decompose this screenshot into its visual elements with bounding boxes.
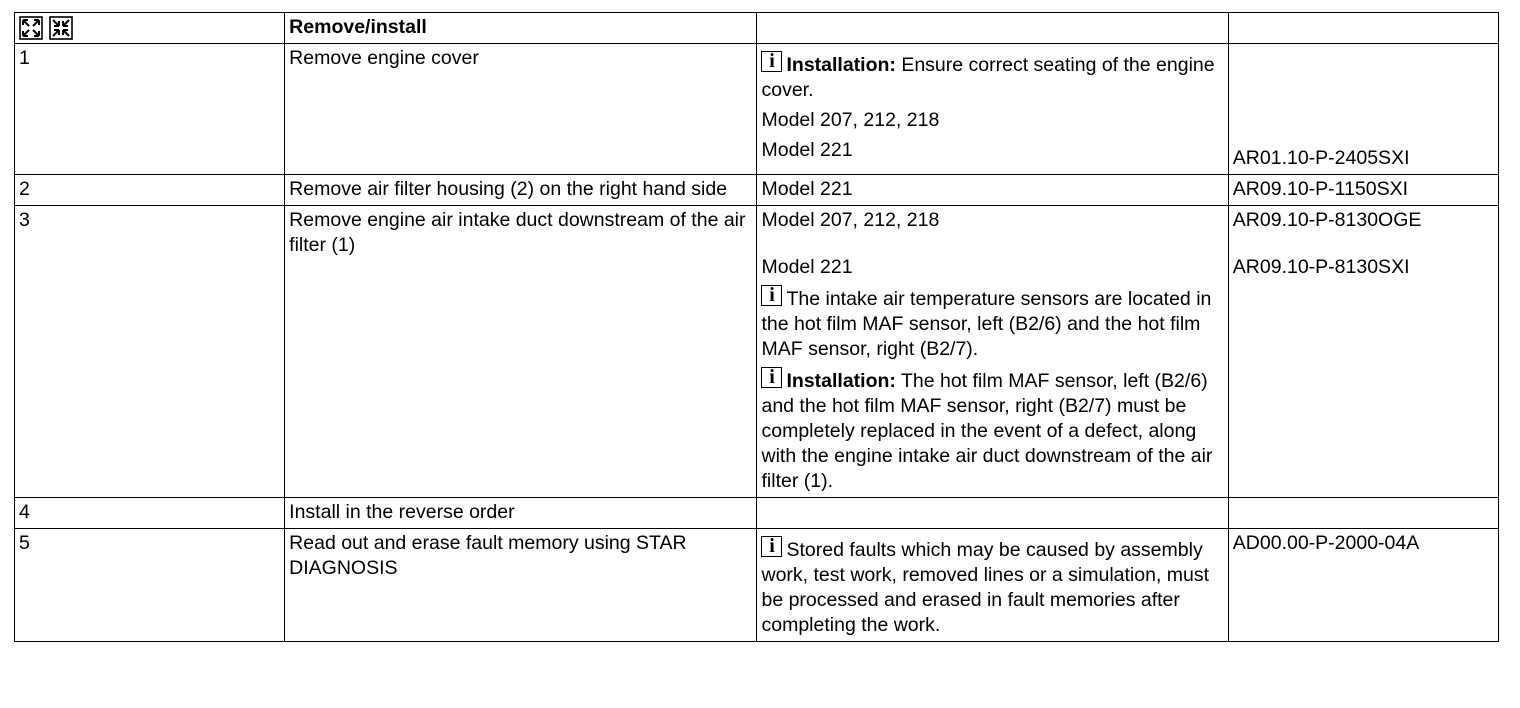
step-number: 4 [15,498,285,529]
reference-link[interactable]: AR01.10-P-2405SXI [1232,147,1410,169]
model-line: Model 207, 212, 218 [761,209,940,231]
info-icon[interactable] [761,536,782,557]
info-icon[interactable] [761,285,782,306]
table-header-row [15,13,1499,44]
step-reference-cell [1228,206,1498,498]
step-number: 5 [15,529,285,642]
table-row [15,175,1499,206]
header-empty-notes [757,13,1228,44]
installation-note [761,51,1223,103]
step-reference-cell [1228,529,1498,642]
note-label: Installation: [786,54,896,76]
model-line: Model 221 [761,256,853,278]
table-row [15,498,1499,529]
model-line: Model 221 [761,139,853,161]
step-reference-cell [1228,44,1498,175]
step-number: 3 [15,206,285,498]
step-action: Read out and erase fault memory using STAR DIAGNOSIS [285,529,757,642]
procedure-table [14,12,1499,642]
step-notes [757,44,1228,175]
table-row [15,206,1499,498]
collapse-arrows-icon[interactable] [49,16,73,40]
step-reference-cell [1228,175,1498,206]
step-reference-cell [1228,498,1498,529]
header-empty-ref [1228,13,1498,44]
info-note [761,285,1223,362]
step-notes [757,175,1228,206]
note-text: Ensure correct seating of the engine cover. [761,54,1215,101]
header-icons-cell [15,13,285,44]
step-action: Remove engine cover [285,44,757,175]
model-line: Model 207, 212, 218 [761,109,940,131]
info-icon[interactable] [761,367,782,388]
note-text: Stored faults which may be caused by assembly work, test work, removed lines or a simulation, must be processed and erased in fault memories after completing the work. [761,539,1210,636]
reference-link[interactable]: AD00.00-P-2000-04A [1232,532,1420,554]
note-text: The hot film MAF sensor, left (B2/6) and the hot film MAF sensor, right (B2/7) must be completely replaced in the event of a defect, along with the engine intake air duct downstream of the air filter (1). [761,370,1213,492]
reference-link[interactable]: AR09.10-P-1150SXI [1232,178,1409,200]
step-action: Remove air filter housing (2) on the right hand side [285,175,757,206]
step-action: Install in the reverse order [285,498,757,529]
model-line: Model 221 [761,178,853,200]
step-notes [757,206,1228,498]
note-label: Installation: [786,370,896,392]
reference-link[interactable]: AR09.10-P-8130OGE [1232,209,1422,231]
reference-link[interactable]: AR09.10-P-8130SXI [1232,256,1410,278]
step-notes [757,498,1228,529]
step-notes [757,529,1228,642]
info-icon[interactable] [761,51,782,72]
info-note [761,536,1223,638]
installation-note [761,367,1223,494]
step-number: 1 [15,44,285,175]
step-number: 2 [15,175,285,206]
expand-arrows-icon[interactable] [19,16,43,40]
step-action: Remove engine air intake duct downstream of the air filter (1) [285,206,757,498]
table-row [15,529,1499,642]
header-title: Remove/install [285,13,757,44]
note-text: The intake air temperature sensors are located in the hot film MAF sensor, left (B2/6) and the hot film MAF sensor, right (B2/7). [761,288,1212,360]
table-row [15,44,1499,175]
